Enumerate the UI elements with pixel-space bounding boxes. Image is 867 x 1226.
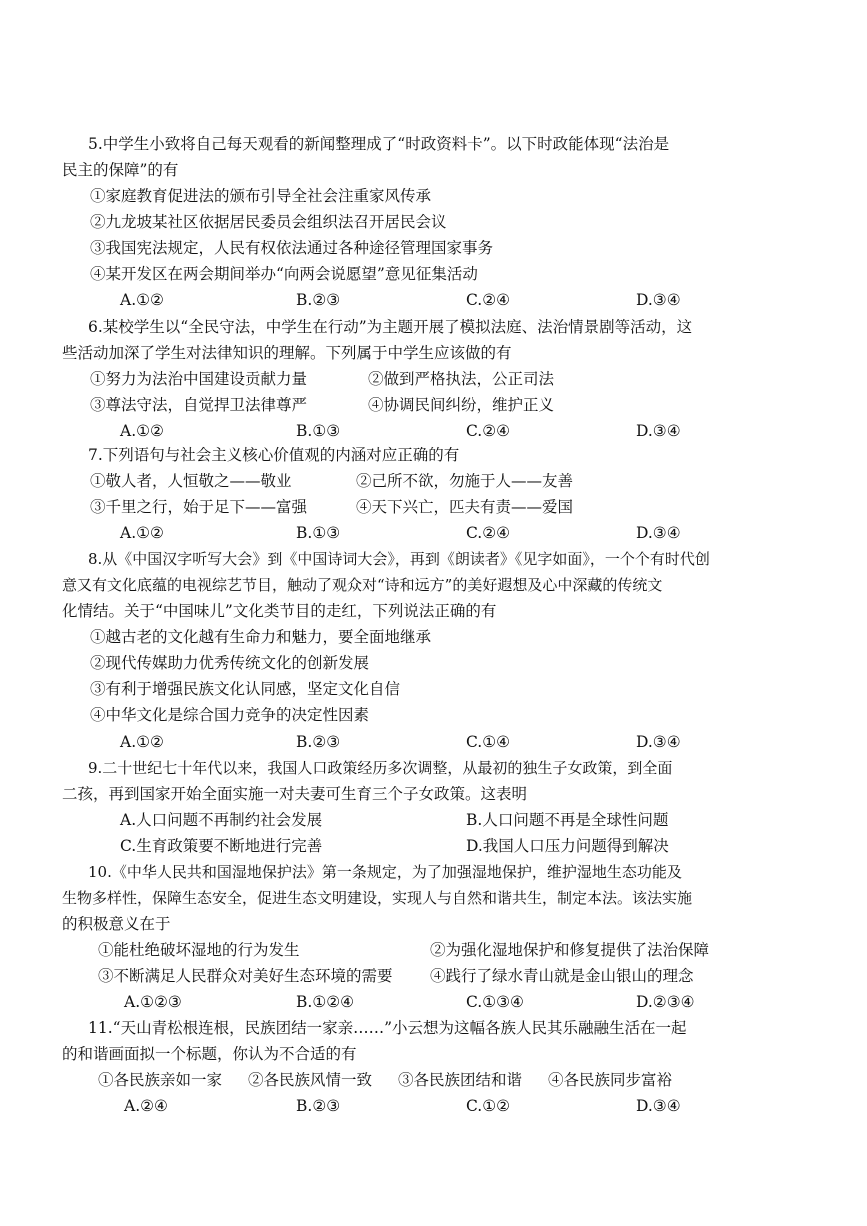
question-stem: 生物多样性，保障生态安全，促进生态文明建设，实现人与自然和谐共生，制定本法。该法实施 [62, 889, 693, 907]
question-item: ④协调民间纠纷，维护正义 [368, 396, 555, 414]
answer-option-d[interactable]: D.③④ [636, 733, 681, 751]
question-item: ③我国宪法规定，人民有权依法通过各种途径管理国家事务 [90, 239, 494, 257]
question-item: ①能杜绝破坏湿地的行为发生 [98, 941, 300, 959]
question-item: ①家庭教育促进法的颁布引导全社会注重家风传承 [90, 187, 432, 205]
question-stem: 9.二十世纪七十年代以来，我国人口政策经历多次调整，从最初的独生子女政策，到全面 [88, 759, 673, 777]
question-stem: 6.某校学生以“全民守法，中学生在行动”为主题开展了模拟法庭、法治情景剧等活动，这 [88, 318, 693, 336]
question-item: ②己所不欲，勿施于人——友善 [356, 472, 574, 490]
answer-option-a[interactable]: A.①②③ [124, 993, 182, 1011]
question-stem: 民主的保障”的有 [62, 161, 179, 179]
question-item: ④中华文化是综合国力竞争的决定性因素 [90, 706, 370, 724]
answer-option-b[interactable]: B.①②④ [296, 993, 355, 1011]
question-item: ④天下兴亡，匹夫有责——爱国 [356, 498, 574, 516]
question-stem: 化情结。关于“中国味儿”文化类节目的走红，下列说法正确的有 [62, 602, 497, 620]
question-item: ①越古老的文化越有生命力和魅力，要全面地继承 [90, 628, 432, 646]
answer-option-c[interactable]: C.②④ [466, 524, 511, 542]
answer-option-b[interactable]: B.②③ [296, 1097, 341, 1115]
question-item: ①努力为法治中国建设贡献力量 [90, 370, 308, 388]
answer-option-c[interactable]: C.①② [466, 1097, 511, 1115]
answer-option-c[interactable]: C.②④ [466, 291, 511, 309]
question-stem: 7.下列语句与社会主义核心价值观的内涵对应正确的有 [88, 446, 460, 464]
answer-option-a[interactable]: A.①② [120, 733, 164, 751]
question-item: ④践行了绿水青山就是金山银山的理念 [430, 967, 694, 985]
answer-option-d[interactable]: D.③④ [636, 524, 681, 542]
question-item: ②做到严格执法，公正司法 [368, 370, 555, 388]
question-item: ②各民族风情一致 [248, 1071, 373, 1089]
answer-option-b[interactable]: B.①③ [296, 422, 341, 440]
question-item: ②为强化湿地保护和修复提供了法治保障 [430, 941, 710, 959]
answer-option-a[interactable]: A.②④ [124, 1097, 168, 1115]
question-item: ②现代传媒助力优秀传统文化的创新发展 [90, 654, 370, 672]
answer-option-d[interactable]: D.③④ [636, 291, 681, 309]
question-item: ④各民族同步富裕 [548, 1071, 673, 1089]
question-item: ④某开发区在两会期间举办“向两会说愿望”意见征集活动 [90, 265, 478, 283]
answer-option-a[interactable]: A.①② [120, 524, 164, 542]
question-item: ②九龙坡某社区依据居民委员会组织法召开居民会议 [90, 213, 447, 231]
answer-option-d[interactable]: D.②③④ [636, 993, 695, 1011]
question-item: ③有利于增强民族文化认同感，坚定文化自信 [90, 680, 401, 698]
question-item: ③千里之行，始于足下——富强 [90, 498, 308, 516]
answer-option-d[interactable]: D.我国人口压力问题得到解决 [466, 837, 669, 855]
answer-option-a[interactable]: A.人口问题不再制约社会发展 [120, 811, 323, 829]
answer-option-d[interactable]: D.③④ [636, 422, 681, 440]
question-stem: 8.从《中国汉字听写大会》到《中国诗词大会》，再到《朗读者》《见字如面》，一个个有时代创 [88, 550, 710, 568]
question-item: ③尊法守法，自觉捍卫法律尊严 [90, 396, 308, 414]
answer-option-b[interactable]: B.人口问题不再是全球性问题 [466, 811, 669, 829]
question-item: ③各民族团结和谐 [398, 1071, 523, 1089]
answer-option-b[interactable]: B.②③ [296, 733, 341, 751]
question-stem: 11.“天山青松根连根，民族团结一家亲……”小云想为这幅各族人民其乐融融生活在一起 [88, 1019, 687, 1037]
question-stem: 的积极意义在于 [62, 915, 171, 933]
question-stem: 二孩，再到国家开始全面实施一对夫妻可生育三个子女政策。这表明 [62, 785, 528, 803]
answer-option-a[interactable]: A.①② [120, 291, 164, 309]
answer-option-c[interactable]: C.生育政策要不断地进行完善 [120, 837, 323, 855]
answer-option-b[interactable]: B.①③ [296, 524, 341, 542]
answer-option-c[interactable]: C.①④ [466, 733, 511, 751]
question-item: ①敬人者，人恒敬之——敬业 [90, 472, 292, 490]
answer-option-c[interactable]: C.②④ [466, 422, 511, 440]
question-stem: 10.《中华人民共和国湿地保护法》第一条规定，为了加强湿地保护，维护湿地生态功能及 [88, 863, 682, 881]
answer-option-c[interactable]: C.①③④ [466, 993, 524, 1011]
question-item: ③不断满足人民群众对美好生态环境的需要 [98, 967, 393, 985]
answer-option-a[interactable]: A.①② [120, 422, 164, 440]
question-stem: 意又有文化底蕴的电视综艺节目，触动了观众对“诗和远方”的美好遐想及心中深藏的传统文 [62, 576, 663, 594]
answer-option-b[interactable]: B.②③ [296, 291, 341, 309]
question-stem: 的和谐画面拟一个标题，你认为不合适的有 [62, 1045, 357, 1063]
answer-option-d[interactable]: D.③④ [636, 1097, 681, 1115]
question-item: ①各民族亲如一家 [98, 1071, 223, 1089]
question-stem: 些活动加深了学生对法律知识的理解。下列属于中学生应该做的有 [62, 344, 512, 362]
question-stem: 5.中学生小致将自己每天观看的新闻整理成了“时政资料卡”。以下时政能体现“法治是 [88, 135, 670, 153]
